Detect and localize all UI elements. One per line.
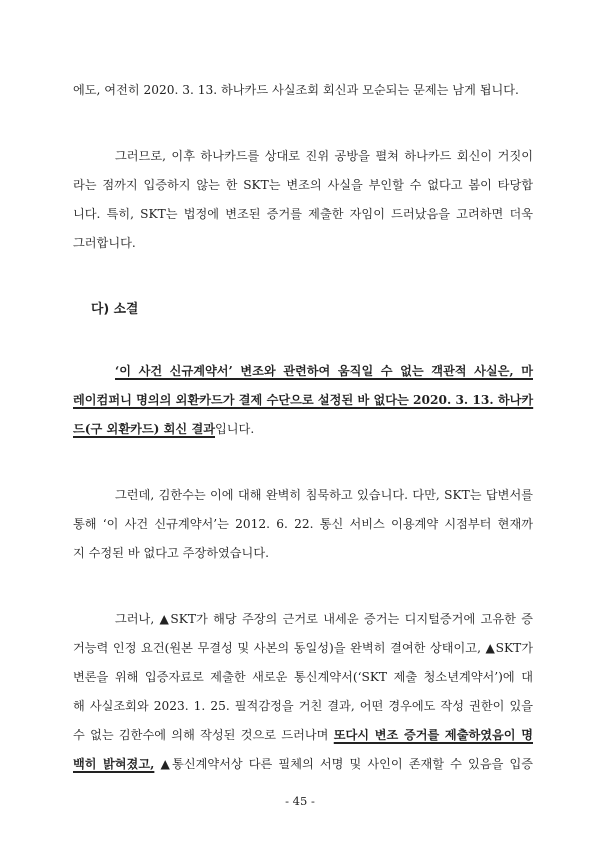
paragraph-5-line-1: 그러나, ▲SKT가 해당 주장의 근거로 내세운 증거는 디지털증거에 고유한 증 <box>115 612 533 626</box>
paragraph-4-line-1: 그런데, 김한수는 이에 대해 완벽히 침묵하고 있습니다. 다만, SKT는 답변서를 <box>115 488 533 502</box>
paragraph-5-line-5-normal: 수 없는 김한수에 의해 작성된 것으로 드러나며 <box>73 728 334 742</box>
paragraph-5-line-2: 거능력 인정 요건(원본 무결성 및 사본의 동일성)을 완벽히 결여한 상태이고, ▲SKT가 <box>73 641 533 655</box>
paragraph-4-line-3: 지 수정된 바 없다고 주장하였습니다. <box>73 546 269 560</box>
paragraph-5-line-3: 변론을 위해 입증자료로 제출한 새로운 통신계약서(‘SKT 제출 청소년계약서’)에 대 <box>73 670 533 684</box>
paragraph-5-line-6 <box>73 756 533 772</box>
paragraph-5-line-5-bold: 또다시 변조 증거를 제출하였음이 명 <box>333 728 533 742</box>
paragraph-4-line-2: 통해 ‘이 사건 신규계약서’는 2012. 6. 22. 통신 서비스 이용계약 시점부터 현재까 <box>73 517 533 531</box>
paragraph-2-line-1: 그러므로, 이후 하나카드를 상대로 진위 공방을 펼쳐 하나카드 회신이 거짓이 <box>115 149 533 163</box>
section-heading: 다) 소결 <box>91 302 139 317</box>
paragraph-2-line-4: 그러합니다. <box>73 236 136 250</box>
paragraph-1-line-1: 에도, 여전히 2020. 3. 13. 하나카드 사실조회 회신과 모순되는 문제는 남게 됩니다. <box>73 83 519 97</box>
page-number: - 45 - <box>285 794 315 808</box>
paragraph-5-line-6-bold: 백히 밝혀졌고, <box>73 757 155 771</box>
paragraph-5-line-5 <box>73 727 533 743</box>
paragraph-3-line-2: 레이컴퍼니 명의의 외환카드가 결제 수단으로 설정된 바 없다는 2020. 3. 13. 하나카 <box>73 393 534 407</box>
paragraph-3-line-3-rest: 입니다. <box>215 422 255 436</box>
paragraph-2-line-2: 라는 점까지 입증하지 않는 한 SKT는 변조의 사실을 부인할 수 없다고 봄이 타당합 <box>73 178 533 192</box>
paragraph-3-line-1: ‘이 사건 신규계약서’ 변조와 관련하여 움직일 수 없는 객관적 사실은, 마 <box>115 364 533 378</box>
paragraph-5-line-4: 해 사실조회와 2023. 1. 25. 필적감정을 거친 결과, 어떤 경우에도 작성 권한이 있을 <box>73 699 533 713</box>
paragraph-5-line-6-rest: ▲통신계약서상 다른 필체의 서명 및 사인이 존재할 수 있음을 입증 <box>154 757 534 771</box>
paragraph-3-line-3-bold: 드(구 외환카드) 회신 결과 <box>73 422 215 436</box>
paragraph-2-line-3: 니다. 특히, SKT는 법정에 변조된 증거를 제출한 자임이 드러났음을 고려하면 더욱 <box>73 207 533 221</box>
paragraph-3-line-3 <box>73 421 533 437</box>
